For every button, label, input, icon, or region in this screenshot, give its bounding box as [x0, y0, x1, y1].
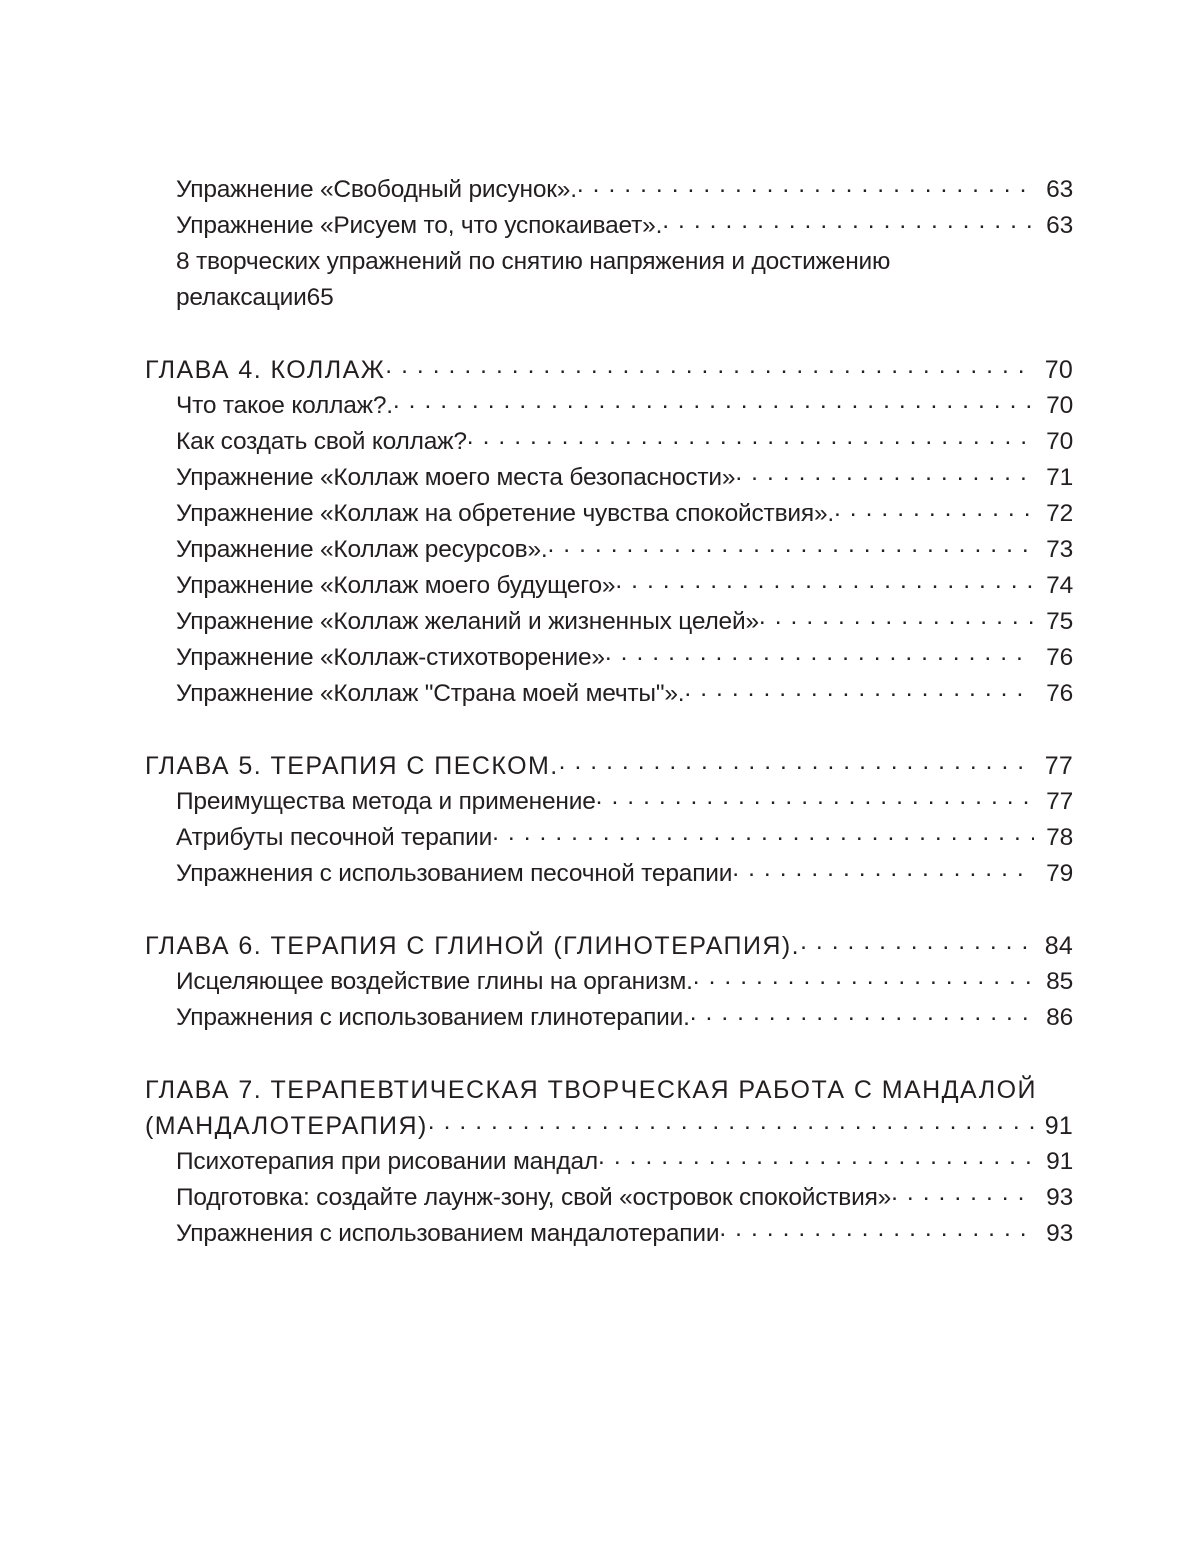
- toc-chapter-heading[interactable]: [145, 748, 1073, 784]
- dot-leader: [577, 173, 1034, 198]
- toc-entry-label: Упражнение «Рисуем то, что успокаивает».: [176, 212, 663, 239]
- toc-entry[interactable]: [176, 784, 1073, 820]
- table-of-contents: [145, 172, 1073, 1252]
- toc-entry[interactable]: [176, 1216, 1073, 1252]
- toc-entry-label: Исцеляющее воздействие глины на организм.: [176, 968, 693, 995]
- dot-leader: [598, 1145, 1034, 1170]
- toc-chapter-label-line1: ГЛАВА 7. ТЕРАПЕВТИЧЕСКАЯ ТВОРЧЕСКАЯ РАБОТА С МАНДАЛОЙ: [145, 1076, 1037, 1104]
- toc-chapter-label: ГЛАВА 5. ТЕРАПИЯ С ПЕСКОМ.: [145, 752, 559, 780]
- dot-leader: [732, 857, 1034, 882]
- toc-chapter-heading[interactable]: [145, 352, 1073, 388]
- toc-page-number: 93: [1046, 1220, 1073, 1247]
- toc-entry[interactable]: [176, 676, 1073, 712]
- toc-entry[interactable]: [176, 1180, 1073, 1216]
- dot-leader: [891, 1181, 1034, 1206]
- toc-entry-label-line2: релаксации: [176, 284, 307, 311]
- dot-leader: [596, 785, 1034, 810]
- toc-group: [145, 352, 1073, 712]
- dot-leader: [759, 605, 1034, 630]
- toc-page-number: 76: [1046, 680, 1073, 707]
- toc-group: [145, 172, 1073, 316]
- toc-page-number: 79: [1046, 860, 1073, 887]
- toc-entry-label: Упражнение «Коллаж "Страна моей мечты"».: [176, 680, 685, 707]
- dot-leader: [559, 749, 1034, 774]
- toc-page-number: 76: [1046, 644, 1073, 671]
- toc-entry[interactable]: [176, 856, 1073, 892]
- toc-group: [145, 1072, 1073, 1252]
- dot-leader: [467, 425, 1034, 450]
- dot-leader: [662, 209, 1034, 234]
- toc-entry-label: Упражнения с использованием глинотерапии.: [176, 1004, 690, 1031]
- toc-entry[interactable]: [176, 424, 1073, 460]
- toc-page-number: 86: [1046, 1004, 1073, 1031]
- toc-page-number: 71: [1046, 464, 1073, 491]
- toc-page-number: 65: [306, 284, 334, 311]
- toc-entry[interactable]: [176, 964, 1073, 1000]
- toc-entry-label: Что такое коллаж?.: [176, 392, 393, 419]
- toc-entry-label: Как создать свой коллаж?: [176, 428, 467, 455]
- toc-entry-label-line1: 8 творческих упражнений по снятию напряжения и достижению: [176, 248, 891, 275]
- toc-page-number: 63: [1046, 212, 1073, 239]
- toc-entry[interactable]: [176, 604, 1073, 640]
- dot-leader: [428, 1109, 1034, 1134]
- toc-page-number: 73: [1046, 536, 1073, 563]
- toc-page-number: 77: [1044, 752, 1073, 780]
- dot-leader: [547, 533, 1034, 558]
- toc-chapter-label: ГЛАВА 6. ТЕРАПИЯ С ГЛИНОЙ (ГЛИНОТЕРАПИЯ).: [145, 932, 801, 960]
- dot-leader: [693, 965, 1034, 990]
- toc-entry[interactable]: [176, 208, 1073, 244]
- toc-entry[interactable]: [176, 820, 1073, 856]
- dot-leader: [615, 569, 1034, 594]
- dot-leader: [834, 497, 1034, 522]
- toc-page-number: 75: [1046, 608, 1073, 635]
- toc-entry-label: Упражнение «Свободный рисунок».: [176, 176, 577, 203]
- toc-group: [145, 928, 1073, 1036]
- toc-entry[interactable]: [176, 388, 1073, 424]
- dot-leader: [385, 353, 1034, 378]
- toc-entry-label: Упражнение «Коллаж моего места безопасности»: [176, 464, 736, 491]
- toc-entry-label: Упражнение «Коллаж-стихотворение»: [176, 644, 605, 671]
- toc-page-number: 78: [1046, 824, 1073, 851]
- toc-page-number: 93: [1046, 1184, 1073, 1211]
- dot-leader: [605, 641, 1034, 666]
- toc-page-number: 77: [1046, 788, 1073, 815]
- dot-leader: [719, 1217, 1034, 1242]
- toc-entry[interactable]: [176, 532, 1073, 568]
- toc-entry[interactable]: [176, 496, 1073, 532]
- toc-page-number: 91: [1046, 1148, 1073, 1175]
- toc-entry-label: Подготовка: создайте лаунж-зону, свой «островок спокойствия»: [176, 1184, 892, 1211]
- toc-chapter-heading[interactable]: [145, 1072, 1073, 1144]
- dot-leader: [690, 1001, 1034, 1026]
- toc-group: [145, 748, 1073, 892]
- toc-page-number: 70: [1046, 428, 1073, 455]
- dot-leader: [492, 821, 1034, 846]
- toc-chapter-label: ГЛАВА 4. КОЛЛАЖ: [145, 356, 386, 384]
- toc-page-number: 70: [1046, 392, 1073, 419]
- dot-leader: [735, 461, 1034, 486]
- toc-entry-label: Атрибуты песочной терапии: [176, 824, 493, 851]
- dot-leader: [393, 389, 1034, 414]
- toc-page-number: 72: [1046, 500, 1073, 527]
- toc-entry[interactable]: [176, 244, 1073, 316]
- toc-page-number: 85: [1046, 968, 1073, 995]
- dot-leader: [684, 677, 1034, 702]
- toc-entry[interactable]: [176, 1000, 1073, 1036]
- toc-entry[interactable]: [176, 640, 1073, 676]
- toc-entry-label: Преимущества метода и применение: [176, 788, 596, 815]
- toc-entry-label: Психотерапия при рисовании мандал: [176, 1148, 598, 1175]
- toc-entry[interactable]: [176, 568, 1073, 604]
- toc-chapter-label-line2: (МАНДАЛОТЕРАПИЯ): [145, 1112, 428, 1140]
- toc-page-number: 74: [1046, 572, 1073, 599]
- toc-chapter-heading[interactable]: [145, 928, 1073, 964]
- toc-entry-label: Упражнения с использованием мандалотерапии: [176, 1220, 720, 1247]
- toc-page-number: 91: [1044, 1112, 1073, 1140]
- toc-entry-label: Упражнение «Коллаж ресурсов».: [176, 536, 548, 563]
- toc-page-number: 84: [1044, 932, 1073, 960]
- toc-entry-label: Упражнение «Коллаж на обретение чувства спокойствия».: [176, 500, 834, 527]
- dot-leader: [800, 929, 1034, 954]
- toc-page-number: 63: [1046, 176, 1073, 203]
- toc-entry[interactable]: [176, 172, 1073, 208]
- toc-entry[interactable]: [176, 460, 1073, 496]
- toc-entry-label: Упражнения с использованием песочной терапии: [176, 860, 733, 887]
- toc-entry-label: Упражнение «Коллаж желаний и жизненных целей»: [176, 608, 759, 635]
- toc-entry[interactable]: [176, 1144, 1073, 1180]
- toc-entry-label: Упражнение «Коллаж моего будущего»: [176, 572, 616, 599]
- toc-page-number: 70: [1044, 356, 1073, 384]
